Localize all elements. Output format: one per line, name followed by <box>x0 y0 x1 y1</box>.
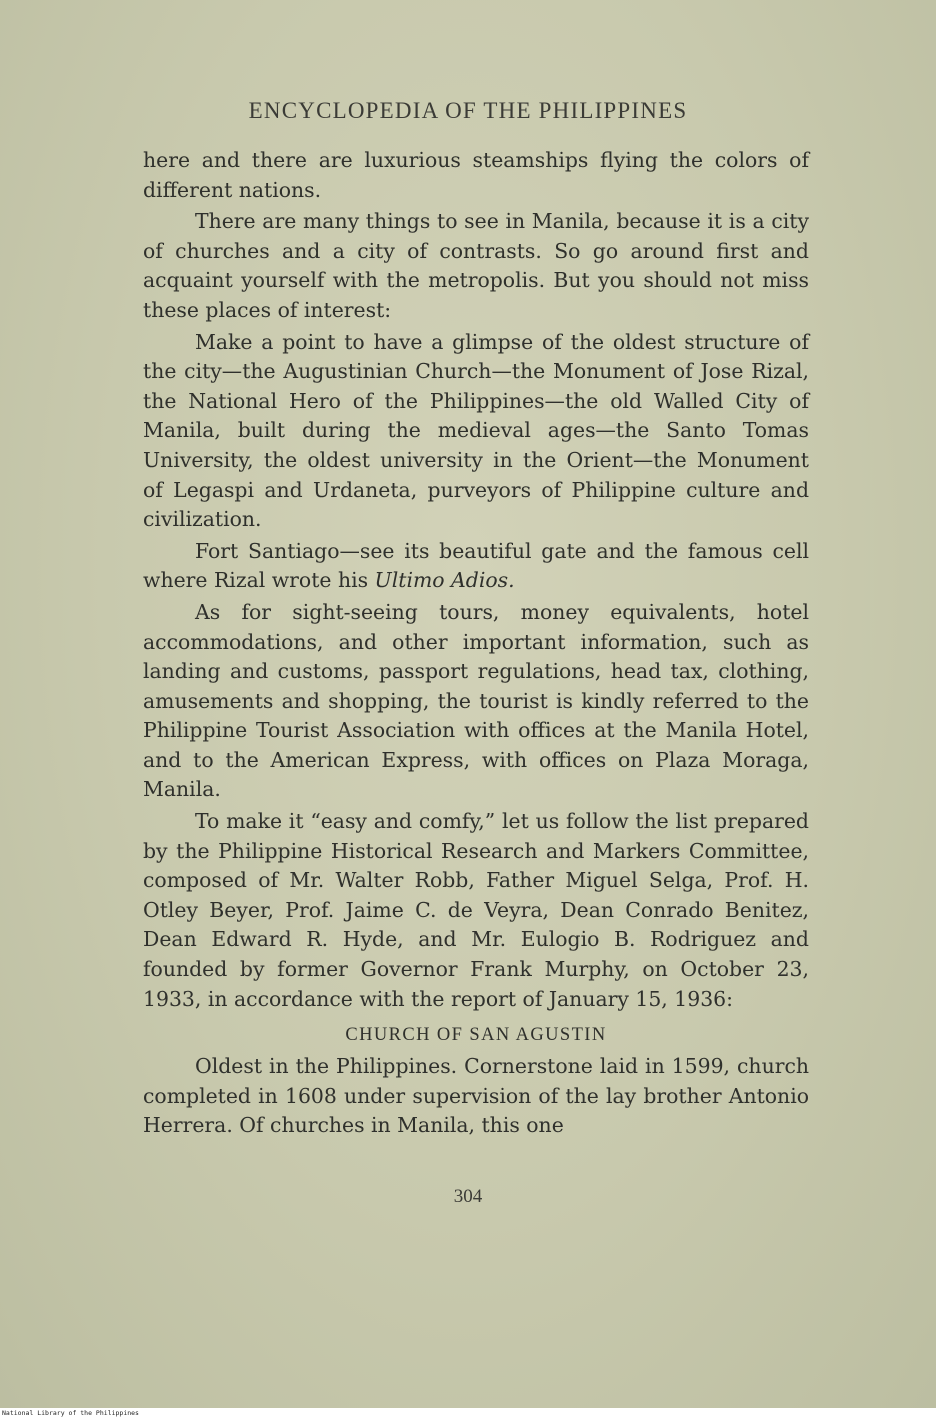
library-credit: National Library of the Philippines <box>2 1409 139 1417</box>
paragraph-san-agustin: Oldest in the Philippines. Cornerstone laid in 1599, church completed in 1608 under supervision of the lay brother Antonio Herrera. Of churches in Manila, this one <box>143 1054 809 1138</box>
paragraph-tour-info: As for sight-seeing tours, money equivalents, hotel accommodations, and other important information, such as landing and customs, passport regulations, head tax, clothing, amusements and shopping, the tourist is kindly referred to the Philippine Tourist Association with offices at the Manila Hotel, and to the American Express, with offices on Plaza Moraga, Manila. <box>143 599 809 802</box>
paragraph-steamships: here and there are luxurious steamships flying the colors of different nations. <box>143 148 809 202</box>
ultimo-adios-title: Ultimo Adios. <box>374 568 515 593</box>
paragraph-markers-committee: To make it “easy and comfy,” let us follow the list prepared by the Philippine Historical Research and Markers Committee, composed of Mr. Walter Robb, Father Miguel Selga, Prof. H. Otley Beyer, Prof. Jaime C. de Veyra, Dean Conrado Benitez, Dean Edward R. Hyde, and Mr. Eulogio B. Rodriguez and founded by former Governor Frank Murphy, on October 23, 1933, in accordance with the report of January 15, 1936: <box>143 809 809 1011</box>
fort-santiago-text: Fort Santiago—see its beautiful gate and the famous cell where Rizal wrote his <box>143 538 809 593</box>
paragraph-fort-santiago <box>143 537 809 596</box>
page-body <box>143 146 809 1141</box>
footer-bar <box>0 1408 936 1418</box>
page-number: 304 <box>453 1186 483 1207</box>
running-header: ENCYCLOPEDIA OF THE PHILIPPINES <box>248 98 688 123</box>
paragraph-things-to-see: There are many things to see in Manila, because it is a city of churches and a city of contrasts. So go around first and acquaint yourself with the metropolis. But you should not miss these places of interest: <box>143 209 809 322</box>
section-title-san-agustin: CHURCH OF SAN AGUSTIN <box>345 1025 607 1046</box>
paragraph-oldest-structure: Make a point to have a glimpse of the oldest structure of the city—the Augustinian Church—the Monument of Jose Rizal, the National Hero of the Philippines—the old Walled City of Manila, built during the medieval ages—the Santo Tomas University, the oldest university in the Orient—the Monument of Legaspi and Urdaneta, purveyors of Philippine culture and civilization. <box>143 329 809 532</box>
